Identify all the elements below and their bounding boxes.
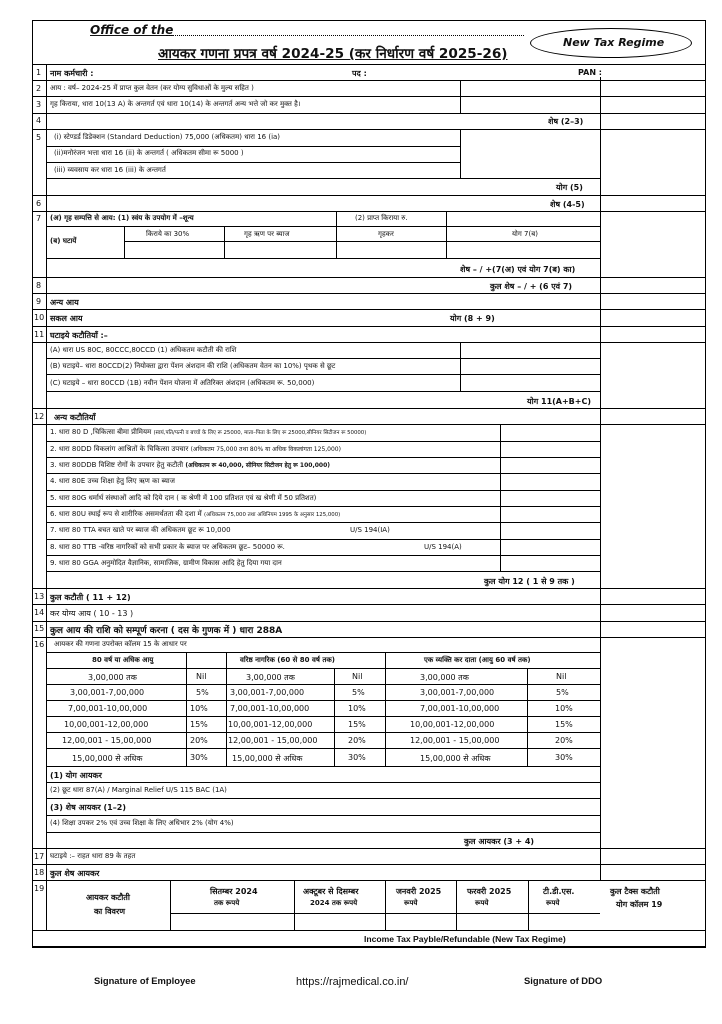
deduction-item: 3. धारा 80DDB विशिष्ट रोगों के उपचार हेतु कटौती (अधिकतम रू 40,000, सीनियर सिटीजन हेतु रू 100,000) — [50, 461, 330, 469]
row-line — [46, 555, 600, 556]
total-label: योग (5) — [556, 183, 583, 192]
row-line — [32, 342, 706, 343]
deduction-item: (iii) व्यवसाय कर धारा 16 (iii) के अन्तगर्त — [54, 166, 166, 174]
row-line — [32, 930, 706, 931]
row-line — [46, 766, 600, 767]
deduction-section: U/S 194(A) — [424, 543, 462, 551]
row-number: 6 — [36, 199, 42, 208]
tds-detail-label: का विवरण — [94, 907, 126, 916]
row-number: 13 — [34, 592, 45, 601]
slab-cell: 7,00,001-10,00,000 — [420, 704, 500, 713]
row-line — [46, 457, 600, 458]
row-number: 2 — [36, 84, 42, 93]
deduction-item: (C) घटाइये – धारा 80CCD (1B) नवीन पेंशन योजना में अतिरिक्त अंशदान (अधिकतम रू. 50,000) — [50, 379, 315, 387]
row-line — [32, 80, 706, 81]
slab-col-line — [527, 668, 528, 766]
row-line — [46, 506, 600, 507]
total-label: कुल योग 12 ( 1 से 9 तक ) — [484, 577, 575, 586]
slab-cell: Nil — [196, 672, 207, 681]
tds-col-header: 2024 तक रूपये — [310, 899, 358, 907]
salary-income-label: आय : वर्ष– 2024-25 में प्राप्त कुल वेतन (कर योग्य सुविधाओं के मुल्य सहित ) — [50, 84, 254, 92]
slab-cell: 3,00,000 तक — [246, 673, 295, 682]
house-property-label: (अ) गृह सम्पत्ति से आय: (1) स्वंय के उपयोग में –शून्य — [50, 214, 194, 222]
slab-cell: 15,00,000 से अधिक — [420, 754, 491, 763]
balance-label: शेष (4-5) — [550, 200, 585, 209]
slab-cell: 3,00,000 तक — [88, 673, 137, 682]
row-line — [46, 668, 600, 669]
slab-cell: 3,00,000 तक — [420, 673, 469, 682]
slab-cell: 15% — [190, 720, 208, 729]
row-number: 8 — [36, 281, 42, 290]
page-title: आयकर गणना प्रपत्र वर्ष 2024-25 (कर निर्धारण वर्ष 2025-26) — [158, 46, 508, 62]
slab-cell: 20% — [190, 736, 208, 745]
col-line — [336, 211, 337, 258]
deduction-item: (A) धारा US 80C, 80CCC,80CCD (1) अधिकतम कटौती की राशि — [50, 346, 237, 354]
row-line — [32, 424, 706, 425]
row-line — [32, 129, 706, 130]
net-tax-label: कुल शेष आयकर — [50, 869, 100, 878]
slab-cell: 30% — [555, 753, 573, 762]
slab-cell: 10% — [190, 704, 208, 713]
total-deductions-label: कुल कटौती ( 11 + 12) — [50, 593, 131, 602]
col-line — [385, 880, 386, 930]
row-line — [46, 178, 600, 179]
row-line — [46, 441, 600, 442]
row-line — [46, 490, 600, 491]
row-line — [32, 621, 706, 622]
row-line — [46, 832, 600, 833]
row-line — [32, 96, 706, 97]
deduction-item: 4. धारा 80E उच्च शिक्षा हेतु लिए ऋण का ब्याज — [50, 477, 175, 485]
slab-cell: 7,00,001-10,00,000 — [230, 704, 310, 713]
row-line — [46, 522, 600, 523]
slab-cell: 10,00,001-12,00,000 — [410, 720, 495, 729]
other-deductions-label: अन्य कटौतियाँ — [54, 413, 96, 422]
row-number: 11 — [34, 330, 45, 339]
deduction-section: U/S 194(IA) — [350, 526, 390, 534]
col-header: गृहकर — [378, 230, 394, 238]
slab-cell: 12,00,001 - 15,00,000 — [410, 736, 500, 745]
slab-cell: 10,00,001-12,00,000 — [64, 720, 149, 729]
row-number: 18 — [34, 868, 45, 877]
row-line — [46, 226, 600, 227]
row-line — [46, 571, 600, 572]
hra-exemption-label: गृह किराया, धारा 10(13 A) के अन्तगर्त एवं धारा 10(14) के अन्तगर्त अन्य भत्ते जो कर मुक्त है। — [50, 100, 301, 108]
deduction-item: 9. धारा 80 GGA अनुमोदित वैज्ञानिक, सामाजिक, ग्रामीण विकास आदि हेतु दिया गया दान — [50, 559, 282, 567]
col-header: गृह ऋण पर ब्याज — [244, 230, 290, 238]
deduction-item: 7. धारा 80 TTA बचत खाते पर ब्याज की अधिकतम छूट रू 10,000 — [50, 526, 231, 534]
row-line — [32, 864, 706, 865]
slab-cell: 12,00,001 - 15,00,000 — [62, 736, 152, 745]
slab-col-line — [334, 668, 335, 766]
frame-right — [705, 20, 706, 947]
row-line — [46, 358, 600, 359]
rent-received-label: (2) प्राप्त किराया रु. — [355, 214, 408, 222]
tax-sub-item: (3) शेष आयकर (1–2) — [50, 803, 126, 812]
row-line — [32, 195, 706, 196]
row-line — [32, 848, 706, 849]
row-number: 3 — [36, 100, 42, 109]
row-number: 5 — [36, 133, 42, 142]
slab-cell: 3,00,001-7,00,000 — [420, 688, 495, 697]
row-number: 10 — [34, 313, 45, 322]
row-line — [46, 374, 600, 375]
row-line — [32, 277, 706, 278]
col-line — [456, 880, 457, 930]
tds-col-header: फरवरी 2025 — [467, 887, 512, 896]
slab-cell: Nil — [352, 672, 363, 681]
row-line — [46, 162, 460, 163]
other-income-label: अन्य आय — [50, 298, 79, 307]
tds-col-header: रूपये — [475, 899, 489, 907]
col-line — [224, 226, 225, 258]
tds-col-header: सितम्बर 2024 — [210, 887, 258, 896]
row-line — [32, 408, 706, 409]
tds-col-header: टी.डी.एस. — [543, 887, 575, 896]
row-line — [46, 539, 600, 540]
slab-cell: 30% — [348, 753, 366, 762]
slab-group-header: एक व्यक्ति कर दाता (आयु 60 वर्ष तक) — [424, 656, 531, 664]
deduction-item: (i) स्टेण्डर्ड डिडेक्शन (Standard Deduction) 75,000 (अधिकतम) धारा 16 (ia) — [54, 133, 281, 141]
relief-label: घटाइये :– राहत धारा 89 के तहत — [50, 852, 136, 860]
slab-cell: 5% — [556, 688, 569, 697]
deduction-item: (ii)मनोरंजन भत्ता धारा 16 (ii) के अन्तगर्त ( अधिकतम सीमा रू 5000 ) — [54, 149, 244, 157]
row-number: 16 — [34, 640, 45, 649]
col-line — [528, 880, 529, 930]
frame-top — [32, 20, 706, 21]
row-number: 14 — [34, 608, 45, 617]
row-number: 1 — [36, 68, 42, 77]
slab-group-header: वरिष्ठ नागरिक (60 से 80 वर्ष तक) — [240, 656, 335, 664]
ddo-signature: Signature of DDO — [524, 975, 603, 986]
tds-col-header: अक्टूबर से दिसम्बर — [303, 887, 359, 896]
row-number: 12 — [34, 412, 45, 421]
row-line — [32, 326, 706, 327]
total-label: योग 11(A+B+C) — [527, 397, 592, 406]
slab-group-header: 80 वर्ष या अधिक आयु — [92, 656, 154, 664]
row-line — [46, 258, 600, 259]
slab-cell: 15,00,000 से अधिक — [232, 754, 303, 763]
slab-cell: 12,00,001 - 15,00,000 — [228, 736, 318, 745]
row-line — [32, 637, 706, 638]
employee-signature: Signature of Employee — [94, 975, 196, 986]
deduction-item: 5. धारा 80G धर्मार्थ संस्थाओं आदि को दिये दान ( क श्रेणी में 100 प्रतिशत एवं ख श्रेणी में 50 प्रतिशत) — [50, 494, 317, 502]
tds-detail-label: आयकर कटौती — [86, 893, 130, 902]
tax-sub-item: (4) शिक्षा उपकर 2% एवं उच्च शिक्षा के लिए अधिभार 2% (योग 4%) — [50, 819, 234, 827]
slab-cell: 7,00,001-10,00,000 — [68, 704, 148, 713]
deduction-item: 6. धारा 80U स्थाई रूप से शारीरिक असमर्थतता की दशा में (अधिकतम 75,000 तथा अधिनियम 1995 के अनुसार 125,000) — [50, 510, 341, 518]
balance-label: शेष (2–3) — [548, 117, 584, 126]
regime-badge: New Tax Regime — [563, 36, 665, 49]
deductions-label: घटाइये कटौतियाँ :– — [50, 331, 108, 340]
net-balance-label: कुल शेष – / + (6 एवं 7) — [490, 282, 573, 291]
amount-col-line — [600, 77, 601, 880]
pan-label: PAN : — [578, 68, 602, 77]
row-line — [46, 652, 600, 653]
row-line — [46, 748, 600, 749]
tax-payable-label: Income Tax Payble/Refundable (New Tax Regime) — [364, 934, 566, 944]
col-line — [460, 129, 461, 178]
slab-cell: 30% — [190, 753, 208, 762]
slab-cell: 3,00,001-7,00,000 — [230, 688, 305, 697]
tds-col-header: रूपये — [546, 899, 560, 907]
tds-col-header: जनवरी 2025 — [396, 887, 442, 896]
col-line — [294, 880, 295, 930]
row-line — [46, 782, 600, 783]
tds-col-header: कुल टैक्स कटौती — [610, 887, 660, 896]
row-line — [46, 684, 600, 685]
row-line — [32, 309, 706, 310]
slab-cell: 15% — [555, 720, 573, 729]
slab-cell: Nil — [556, 672, 567, 681]
slab-cell: 20% — [555, 736, 573, 745]
frame-bottom — [32, 946, 706, 948]
row-line — [32, 113, 706, 114]
row-line — [46, 146, 460, 147]
row-line — [46, 798, 600, 799]
tds-col-header: योग कॉलम 19 — [616, 900, 663, 909]
row-line — [32, 211, 706, 212]
deduction-item: 2. धारा 80DD विकलांग आश्रितों के चिकित्सा उपचार (अधिकतम 75,000 तथा 80% या अधिक विकलांगता 125,000) — [50, 445, 341, 453]
slab-cell: 5% — [196, 688, 209, 697]
row-number: 4 — [36, 116, 42, 125]
col-line — [460, 80, 461, 113]
tax-sub-item: (2) छूट धारा 87(A) / Marginal Relief U/S 115 BAC (1A) — [50, 786, 227, 794]
deduction-item: (B) घटाइये– धारा 80CCD(2) नियोक्ता द्वारा पेंशन अंशदान की राशि (अधिकतम वेतन का 10%) पृथक से छूट — [50, 362, 336, 370]
deduction-item: 1. धारा 80 D ,चिकित्सा बीमा प्रीमियम (स्वयं,पति/पत्नी व बच्चों के लिए रू 25000, माता–पिता के लिए रू 25000,सीनियर सिटीजन रू 50000) — [50, 428, 367, 436]
deduction-item: 8. धारा 80 TTB -वरिष्ठ नागरिकों को सभी प्रकार के ब्याज पर अधिकतम छूट– 50000 रू. — [50, 543, 285, 551]
row-line — [32, 293, 706, 294]
row-line — [46, 815, 600, 816]
slab-cell: 15% — [348, 720, 366, 729]
taxable-income-label: कर योग्य आय ( 10 - 13 ) — [50, 609, 134, 618]
tax-sub-item: (1) योग आयकर — [50, 771, 102, 780]
col-line — [124, 226, 125, 258]
row-line — [46, 700, 600, 701]
tax-calc-label: आयकर की गणना उपरोक्त कॉलम 15 के आधार पर — [54, 640, 187, 648]
slab-cell: 15,00,000 से अधिक — [72, 754, 143, 763]
slab-cell: 10% — [555, 704, 573, 713]
row-number: 7 — [36, 214, 42, 223]
row-line — [46, 716, 600, 717]
slab-cell: 20% — [348, 736, 366, 745]
row-line — [32, 604, 706, 605]
post-label: पद : — [352, 69, 367, 78]
total-label: कुल आयकर (3 + 4) — [464, 837, 535, 846]
num-col-line — [46, 64, 47, 930]
website-link[interactable]: https://rajmedical.co.in/ — [296, 976, 409, 988]
row-line — [32, 880, 706, 881]
slab-col-line — [385, 652, 386, 766]
tds-col-header: तक रूपये — [214, 899, 240, 907]
row-line — [46, 473, 600, 474]
col-header: योग 7(ब) — [512, 230, 538, 238]
row-number: 19 — [34, 884, 45, 893]
col-line — [446, 211, 447, 258]
gross-income-label: सकल आय — [50, 314, 83, 323]
row-line — [32, 64, 706, 65]
row-line — [32, 588, 706, 589]
slab-cell: 10% — [348, 704, 366, 713]
col-line — [500, 424, 501, 571]
employee-name-label: नाम कर्मचारी : — [50, 69, 94, 78]
deduct-label: (ब) घटायें — [50, 237, 77, 245]
slab-cell: 10,00,001-12,00,000 — [228, 720, 313, 729]
balance-label: शेष – / +(7(अ) एवं योग 7(ब) का) — [460, 265, 576, 274]
col-header: किराये का 30% — [146, 230, 190, 238]
slab-cell: 3,00,001-7,00,000 — [70, 688, 145, 697]
total-label: योग (8 + 9) — [450, 314, 495, 323]
col-line — [460, 342, 461, 391]
slab-cell: 5% — [352, 688, 365, 697]
slab-col-line — [186, 652, 187, 766]
row-number: 9 — [36, 297, 42, 306]
row-line — [46, 391, 600, 392]
col-line — [170, 880, 171, 930]
rounded-income-label: कुल आय की राशि को सम्पूर्ण करना ( दस के गुणक में ) धारा 288A — [50, 626, 283, 636]
row-line — [46, 732, 600, 733]
row-number: 15 — [34, 624, 45, 633]
tds-col-header: रूपये — [404, 899, 418, 907]
row-line — [124, 241, 600, 242]
row-number: 17 — [34, 852, 45, 861]
office-name-line — [166, 35, 524, 36]
frame-left — [32, 20, 33, 947]
slab-col-line — [226, 652, 227, 766]
office-of-label: Office of the — [90, 23, 174, 37]
